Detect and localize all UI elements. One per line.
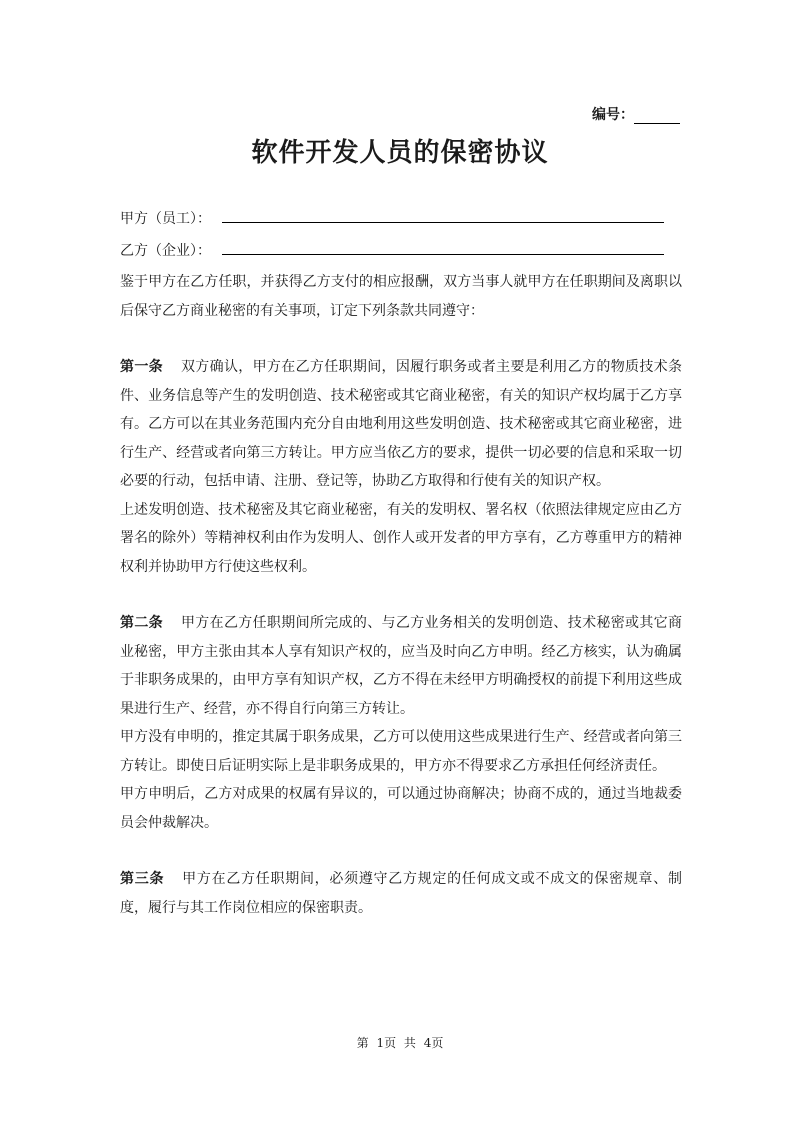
article-2-para-3: 甲方申明后，乙方对成果的权属有异议的，可以通过协商解决；协商不成的，通过当地裁委员会仲裁解决。 [120, 786, 682, 831]
party-b-label: 乙方（企业）： [120, 243, 211, 259]
party-a-blank-line [222, 222, 664, 223]
page-footer: 第 1页 共 4页 [356, 1036, 444, 1050]
party-a-field [120, 208, 680, 228]
serial-label: 编号： [592, 107, 634, 123]
document-title: 软件开发人员的保密协议 [251, 138, 549, 168]
article-2-para-2: 甲方没有申明的，推定其属于职务成果，乙方可以使用这些成果进行生产、经营或者向第三方转让。即使日后证明实际上是非职务成果的，甲方亦不得要求乙方承担任何经济责任。 [120, 729, 682, 774]
party-b-field [120, 240, 680, 260]
serial-blank-line [634, 109, 680, 124]
article-2-heading: 第二条 [120, 615, 163, 631]
article-3-heading: 第三条 [120, 871, 165, 887]
party-b-blank-line [222, 254, 664, 255]
article-1-heading: 第一条 [120, 359, 163, 375]
document-body [120, 268, 682, 922]
party-a-label: 甲方（员工）： [120, 211, 211, 227]
article-2-para-1: 第二条 甲方在乙方任职期间所完成的、与乙方业务相关的发明创造、技术秘密或其它商业秘密，甲方主张由其本人享有知识产权的，应当及时向乙方申明。经乙方核实，认为确属于非职务成果的，由甲方享有知识产权，乙方不得在未经甲方明确授权的前提下利用这些成果进行生产、经营，亦不得自行向第三方转让。 [120, 615, 683, 717]
article-1-para-2: 上述发明创造、技术秘密及其它商业秘密，有关的发明权、署名权（依照法律规定应由乙方署名的除外）等精神权利由作为发明人、创作人或开发者的甲方享有，乙方尊重甲方的精神权利并协助甲方行使这些权利。 [120, 501, 682, 575]
preamble: 鉴于甲方在乙方任职，并获得乙方支付的相应报酬，双方当事人就甲方在任职期间及离职以后保守乙方商业秘密的有关事项，订定下列条款共同遵守： [120, 274, 682, 319]
article-3-para-1: 第三条 甲方在乙方任职期间，必须遵守乙方规定的任何成文或不成文的保密规章、制度，履行与其工作岗位相应的保密职责。 [120, 871, 683, 916]
article-1-para-1: 第一条 双方确认，甲方在乙方任职期间，因履行职务或者主要是利用乙方的物质技术条件、业务信息等产生的发明创造、技术秘密或其它商业秘密，有关的知识产权均属于乙方享有。乙方可以在其业务范围内充分自由地利用这些发明创造、技术秘密或其它商业秘密，进行生产、经营或者向第三方转让。甲方应当依乙方的要求，提供一切必要的信息和采取一切必要的行动，包括申请、注册、登记等，协助乙方取得和行使有关的知识产权。 [120, 359, 683, 489]
serial-number [592, 104, 680, 124]
